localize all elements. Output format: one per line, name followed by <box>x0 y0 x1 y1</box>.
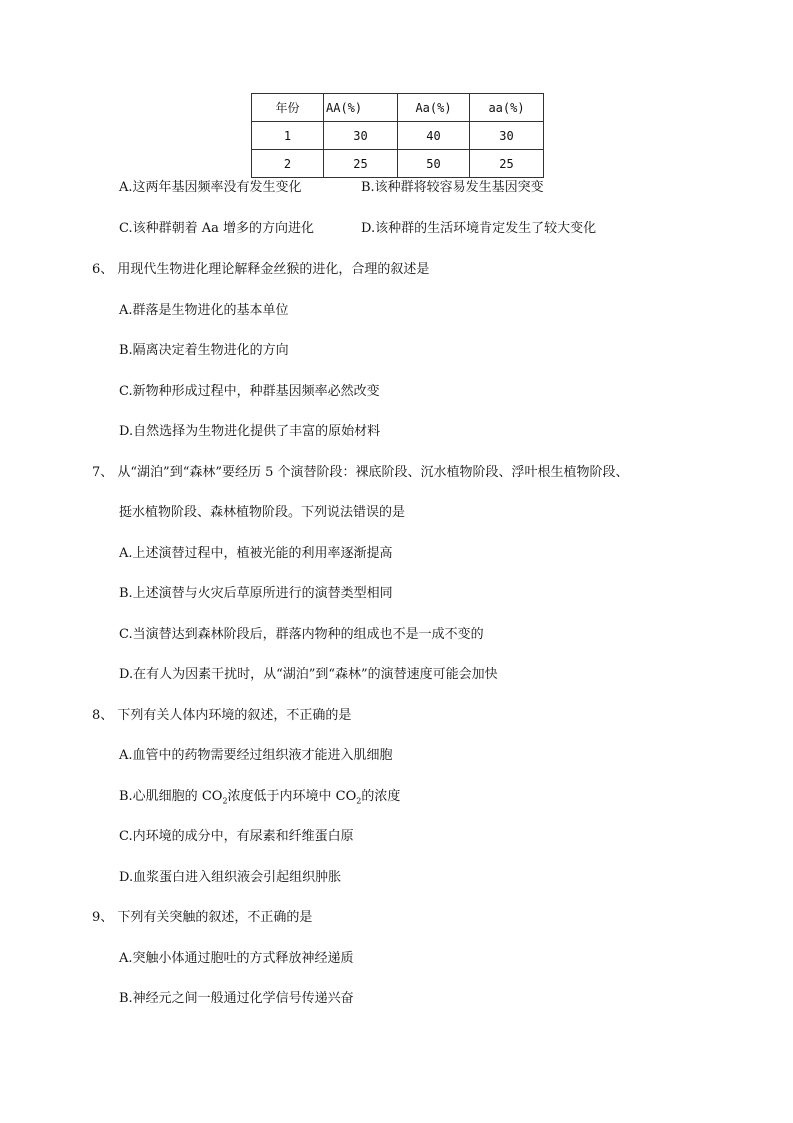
q6-option-c: C.新物种形成过程中，种群基因频率必然改变 <box>119 384 380 399</box>
q6-stem: 6、 用现代生物进化理论解释金丝猴的进化，合理的叙述是 <box>92 262 430 277</box>
q8-option-a: A.血管中的药物需要经过组织液才能进入肌细胞 <box>119 748 393 763</box>
q8-option-b <box>119 789 400 805</box>
q9-stem: 9、 下列有关突触的叙述，不正确的是 <box>92 910 313 925</box>
q8-option-b-part: 浓度低于内环境中 CO <box>227 789 357 804</box>
q6-option-d: D.自然选择为生物进化提供了丰富的原始材料 <box>119 424 381 439</box>
q5-option-c: C.该种群朝着 Aa 增多的方向进化 <box>119 221 315 236</box>
q7-option-c: C.当演替达到森林阶段后，群落内物种的组成也不是一成不变的 <box>119 627 484 642</box>
q5-option-b: B.该种群将较容易发生基因突变 <box>361 180 544 195</box>
table-cell: 1 <box>252 122 324 150</box>
table-header-row <box>252 94 544 122</box>
q8-option-c: C.内环境的成分中，有尿素和纤维蛋白原 <box>119 829 354 844</box>
q5-option-d: D.该种群的生活环境肯定发生了较大变化 <box>361 221 597 236</box>
q6-option-a: A.群落是生物进化的基本单位 <box>119 303 289 318</box>
q8-option-b-part: B.心肌细胞的 CO <box>119 789 223 804</box>
q8-option-b-part: 的浓度 <box>361 789 401 804</box>
table-cell: 30 <box>324 122 398 150</box>
q7-stem-line2: 挺水植物阶段、森林植物阶段。下列说法错误的是 <box>119 505 406 520</box>
table-cell: 40 <box>398 122 470 150</box>
subscript-2: 2 <box>356 796 362 806</box>
q7-option-a: A.上述演替过程中，植被光能的利用率逐渐提高 <box>119 546 393 561</box>
q6-option-b: B.隔离决定着生物进化的方向 <box>119 343 289 358</box>
table-cell: 2 <box>252 150 324 178</box>
q8-stem: 8、 下列有关人体内环境的叙述，不正确的是 <box>92 708 352 723</box>
table-row <box>252 122 544 150</box>
q7-option-d: D.在有人为因素干扰时，从“湖泊”到“森林”的演替速度可能会加快 <box>119 667 498 682</box>
table-header-cell: Aa(%) <box>398 94 470 122</box>
table-row <box>252 150 544 178</box>
subscript-2: 2 <box>222 796 228 806</box>
q9-option-a: A.突触小体通过胞吐的方式释放神经递质 <box>119 951 354 966</box>
q7-stem-line1: 7、 从“湖泊”到“森林”要经历 5 个演替阶段：裸底阶段、沉水植物阶段、浮叶根生植物阶段、 <box>92 465 629 480</box>
table-cell: 30 <box>470 122 544 150</box>
table-cell: 50 <box>398 150 470 178</box>
table-header-cell: AA(%) <box>324 94 398 122</box>
q5-option-a: A.这两年基因频率没有发生变化 <box>119 180 302 195</box>
table-header-cell: 年份 <box>252 94 324 122</box>
genotype-frequency-table <box>251 93 544 178</box>
q9-option-b: B.神经元之间一般通过化学信号传递兴奋 <box>119 991 354 1006</box>
table-cell: 25 <box>324 150 398 178</box>
q7-option-b: B.上述演替与火灾后草原所进行的演替类型相同 <box>119 586 393 601</box>
q8-option-d: D.血浆蛋白进入组织液会引起组织肿胀 <box>119 870 342 885</box>
table-cell: 25 <box>470 150 544 178</box>
table-header-cell: aa(%) <box>470 94 544 122</box>
